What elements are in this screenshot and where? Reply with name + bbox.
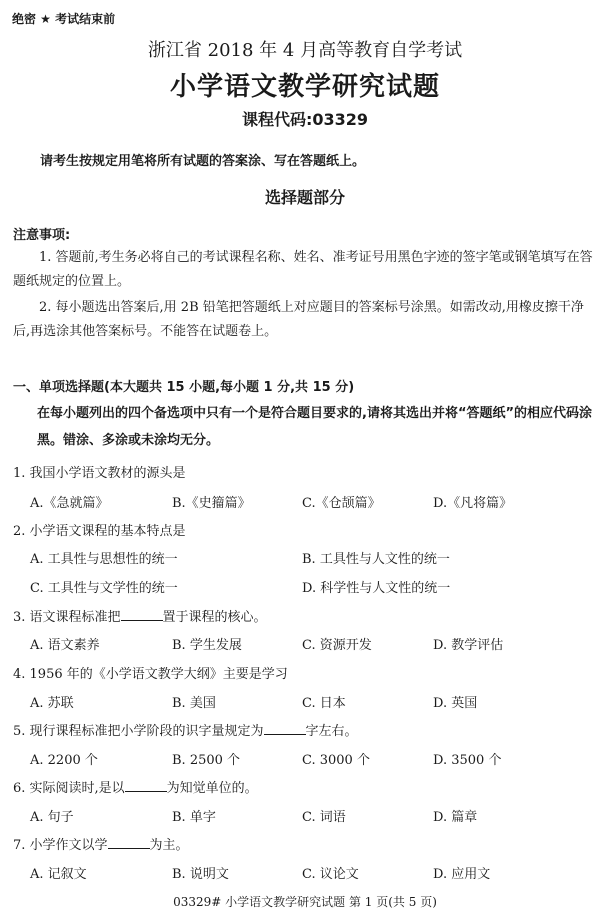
notes-heading: 注意事项: bbox=[13, 228, 71, 243]
question-text: 3. 语文课程标准把 bbox=[13, 610, 121, 625]
option: A. 工具性与思想性的统一 bbox=[30, 552, 178, 567]
option: A. 句子 bbox=[30, 810, 74, 825]
answer-instruction: 请考生按规定用笔将所有试题的答案涂、写在答题纸上。 bbox=[40, 154, 366, 169]
paper-title: 小学语文教学研究试题 bbox=[169, 72, 440, 102]
note-item: 1. 答题前,考生务必将自己的考试课程名称、姓名、准考证号用黑色字迹的签字笔或钢笔填写在答题纸规定的位置上。 bbox=[13, 250, 593, 289]
question-text: 为知觉单位的。 bbox=[166, 781, 258, 796]
option: D. 科学性与人文性的统一 bbox=[302, 581, 451, 596]
option: B.《史籀篇》 bbox=[172, 496, 251, 511]
exam-title: 浙江省 2018 年 4 月高等教育自学考试 bbox=[147, 40, 463, 61]
option: C.《仓颉篇》 bbox=[302, 496, 381, 511]
confidential-label: 绝密 ★ 考试结束前 bbox=[12, 12, 116, 26]
option: B. 2500 个 bbox=[172, 753, 241, 768]
question-text: 为主。 bbox=[149, 838, 189, 853]
option: D.《凡将篇》 bbox=[433, 496, 513, 511]
answer-blank bbox=[125, 779, 167, 792]
answer-blank bbox=[121, 608, 163, 621]
option: B. 美国 bbox=[172, 696, 216, 711]
part-description: 在每小题列出的四个备选项中只有一个是符合题目要求的,请将其选出并将“答题纸”的相应代码涂黑。错涂、多涂或未涂均无分。 bbox=[37, 406, 593, 448]
option: D. 篇章 bbox=[433, 810, 478, 825]
question-stem bbox=[13, 777, 258, 796]
question-text: 7. 小学作文以学 bbox=[13, 838, 108, 853]
option: B. 说明文 bbox=[172, 867, 229, 882]
question-stem bbox=[13, 462, 186, 481]
option: B. 学生发展 bbox=[172, 638, 242, 653]
option: C. 3000 个 bbox=[302, 753, 370, 768]
answer-blank bbox=[264, 722, 306, 735]
option: C. 词语 bbox=[302, 810, 346, 825]
question-text: 6. 实际阅读时,是以 bbox=[13, 781, 125, 796]
question-stem bbox=[13, 834, 189, 853]
option: D. 应用文 bbox=[433, 867, 491, 882]
option: C. 资源开发 bbox=[302, 638, 372, 653]
question-text: 2. 小学语文课程的基本特点是 bbox=[13, 524, 186, 539]
option: A.《急就篇》 bbox=[30, 496, 109, 511]
section-title: 选择题部分 bbox=[264, 188, 345, 207]
question-stem bbox=[13, 663, 288, 682]
option: D. 3500 个 bbox=[433, 753, 502, 768]
question-stem bbox=[13, 520, 186, 539]
option: B. 工具性与人文性的统一 bbox=[302, 552, 450, 567]
question-stem bbox=[13, 720, 358, 739]
question-stem bbox=[13, 606, 267, 625]
question-text: 置于课程的核心。 bbox=[162, 610, 267, 625]
option: D. 英国 bbox=[433, 696, 478, 711]
option: C. 工具性与文学性的统一 bbox=[30, 581, 178, 596]
question-text: 4. 1956 年的《小学语文教学大纲》主要是学习 bbox=[13, 667, 288, 682]
note-item: 2. 每小题选出答案后,用 2B 铅笔把答题纸上对应题目的答案标号涂黑。如需改动,用橡皮擦干净后,再选涂其他答案标号。不能答在试题卷上。 bbox=[13, 300, 584, 339]
page-footer: 03329# 小学语文教学研究试题 第 1 页(共 5 页) bbox=[173, 895, 437, 909]
option: A. 苏联 bbox=[30, 696, 74, 711]
question-text: 5. 现行课程标准把小学阶段的识字量规定为 bbox=[13, 724, 264, 739]
question-text: 字左右。 bbox=[305, 724, 358, 739]
option: D. 教学评估 bbox=[433, 638, 504, 653]
option: B. 单字 bbox=[172, 810, 216, 825]
answer-blank bbox=[108, 836, 150, 849]
option: A. 2200 个 bbox=[30, 753, 98, 768]
part-heading: 一、单项选择题(本大题共 15 小题,每小题 1 分,共 15 分) bbox=[13, 380, 355, 395]
option: C. 议论文 bbox=[302, 867, 359, 882]
option: A. 语文素养 bbox=[30, 638, 100, 653]
option: C. 日本 bbox=[302, 696, 346, 711]
option: A. 记叙文 bbox=[30, 867, 87, 882]
course-code: 课程代码:03329 bbox=[241, 110, 369, 129]
question-text: 1. 我国小学语文教材的源头是 bbox=[13, 466, 186, 481]
